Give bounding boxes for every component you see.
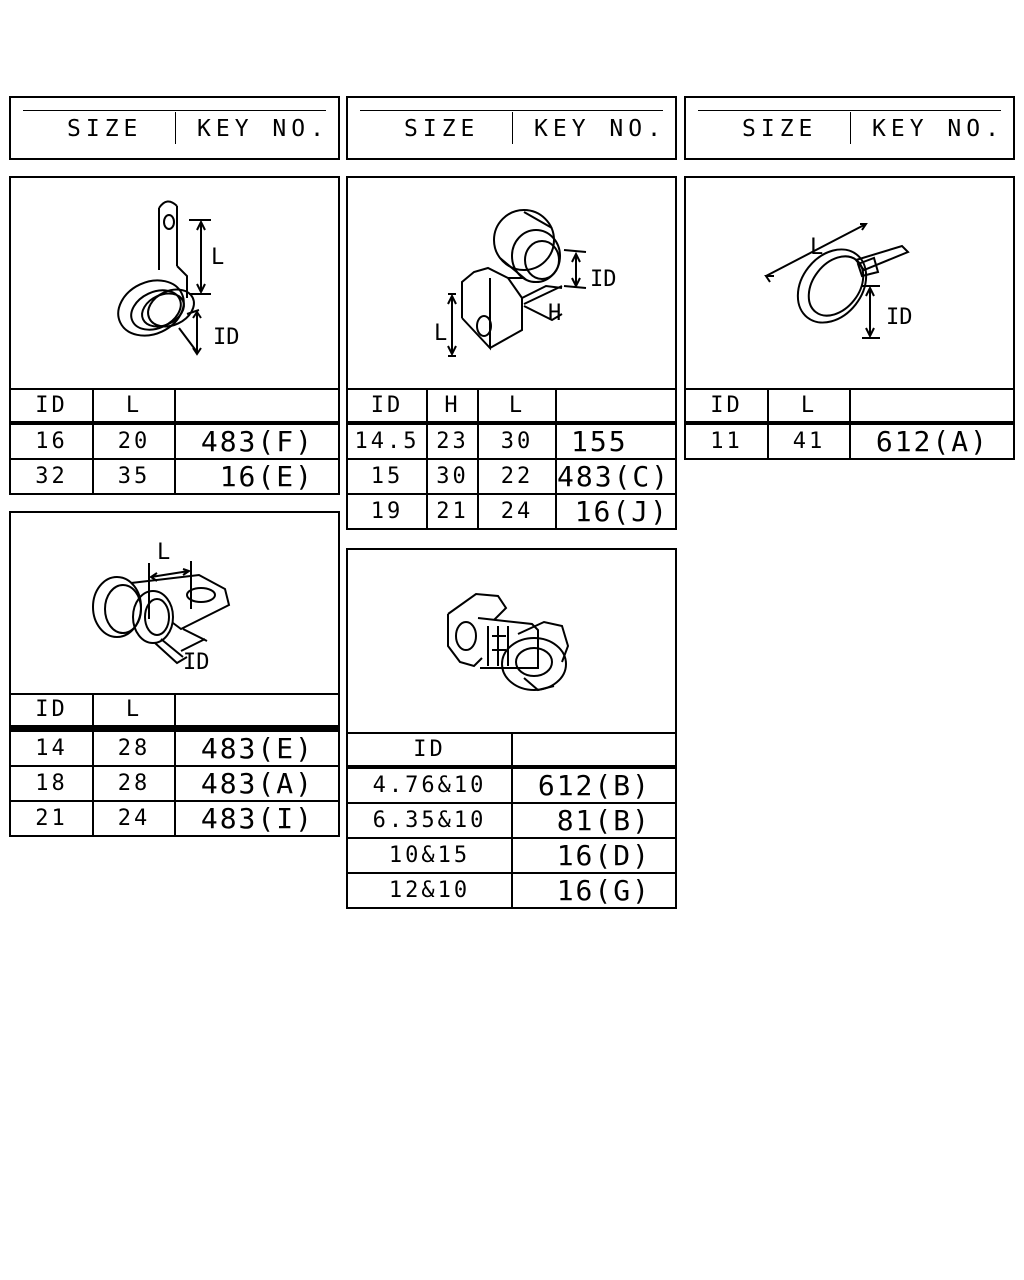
table-row: [10, 423, 339, 459]
size-header: SIZE: [67, 116, 143, 142]
cell-id: 16: [10, 423, 93, 459]
band-clamp-illustration: [686, 178, 1015, 390]
cell-id: 14: [10, 728, 93, 766]
cell-key-no: 612(A): [850, 423, 1014, 459]
col-l: L: [768, 389, 850, 423]
header-rule: [360, 110, 663, 111]
cell-key-no: 612(B): [512, 767, 676, 803]
col-l: L: [478, 389, 556, 423]
table-row: [685, 423, 1014, 459]
header-rule: [698, 110, 1001, 111]
label-l: L: [157, 540, 171, 565]
header-box-3: [684, 96, 1015, 160]
cell-key-no: 16(E): [175, 459, 339, 494]
cell-id: 15: [347, 459, 427, 494]
col-key: [512, 733, 676, 767]
cell-key-no: 16(D): [512, 838, 676, 873]
header-divider: [512, 112, 513, 144]
figure-band-clamp: [684, 176, 1015, 390]
col-key: [175, 694, 339, 728]
col-id: ID: [685, 389, 768, 423]
col-id: ID: [10, 694, 93, 728]
cell-l: 28: [93, 766, 175, 801]
cell-h: 21: [427, 494, 478, 529]
cell-l: 24: [93, 801, 175, 836]
table-row: [10, 459, 339, 494]
col-id: ID: [10, 389, 93, 423]
label-l: L: [810, 235, 824, 260]
cell-id: 14.5: [347, 423, 427, 459]
table-row: [10, 728, 339, 766]
table-band-clamp: [684, 388, 1015, 460]
double-clip-illustration: [348, 550, 677, 734]
col-key: [175, 389, 339, 423]
col-key: [556, 389, 676, 423]
table-header-row: [347, 389, 676, 423]
cell-l: 20: [93, 423, 175, 459]
cell-l: 35: [93, 459, 175, 494]
table-row: [10, 766, 339, 801]
col-l: L: [93, 694, 175, 728]
col-id: ID: [347, 389, 427, 423]
figure-offset-clamp: [346, 176, 677, 390]
cell-id: 21: [10, 801, 93, 836]
table-flat-tab-clamp: [9, 693, 340, 837]
label-id: ID: [886, 305, 913, 330]
label-l: L: [211, 245, 225, 270]
table-row: [347, 803, 676, 838]
table-row: [347, 873, 676, 908]
cell-id: 6.35&10: [347, 803, 512, 838]
header-box-1: [9, 96, 340, 160]
cell-l: 30: [478, 423, 556, 459]
cell-h: 30: [427, 459, 478, 494]
figure-p-clamp: [9, 176, 340, 390]
figure-flat-tab-clamp: [9, 511, 340, 695]
label-id: ID: [183, 650, 210, 675]
figure-double-clip: [346, 548, 677, 734]
cell-key-no: 16(G): [512, 873, 676, 908]
cell-id: 11: [685, 423, 768, 459]
header-divider: [175, 112, 176, 144]
header-box-2: [346, 96, 677, 160]
cell-key-no: 81(B): [512, 803, 676, 838]
cell-key-no: 483(A): [175, 766, 339, 801]
col-key: [850, 389, 1014, 423]
table-double-clip: [346, 732, 677, 909]
table-header-row: [10, 694, 339, 728]
col-h: H: [427, 389, 478, 423]
table-row: [347, 494, 676, 529]
table-p-clamp: [9, 388, 340, 495]
header-rule: [23, 110, 326, 111]
size-header: SIZE: [404, 116, 480, 142]
cell-key-no: 16(J): [556, 494, 676, 529]
cell-key-no: 483(C): [556, 459, 676, 494]
label-id: ID: [213, 325, 240, 350]
cell-key-no: 483(I): [175, 801, 339, 836]
label-h: H: [548, 301, 562, 326]
table-row: [347, 838, 676, 873]
table-row: [347, 459, 676, 494]
cell-id: 32: [10, 459, 93, 494]
label-l: L: [434, 321, 448, 346]
cell-h: 23: [427, 423, 478, 459]
table-row: [347, 423, 676, 459]
table-header-row: [685, 389, 1014, 423]
cell-l: 28: [93, 728, 175, 766]
cell-id: 12&10: [347, 873, 512, 908]
offset-clamp-illustration: [348, 178, 677, 390]
cell-id: 19: [347, 494, 427, 529]
table-offset-clamp: [346, 388, 677, 530]
cell-id: 10&15: [347, 838, 512, 873]
cell-id: 4.76&10: [347, 767, 512, 803]
cell-key-no: 483(E): [175, 728, 339, 766]
cell-l: 24: [478, 494, 556, 529]
key-no-header: KEY NO.: [534, 116, 666, 142]
p-clamp-illustration: [11, 178, 340, 390]
table-row: [347, 767, 676, 803]
label-id: ID: [590, 267, 617, 292]
col-l: L: [93, 389, 175, 423]
header-divider: [850, 112, 851, 144]
key-no-header: KEY NO.: [872, 116, 1004, 142]
cell-l: 41: [768, 423, 850, 459]
flat-tab-clamp-illustration: [11, 513, 340, 695]
cell-key-no: 483(F): [175, 423, 339, 459]
cell-l: 22: [478, 459, 556, 494]
size-header: SIZE: [742, 116, 818, 142]
table-header-row: [10, 389, 339, 423]
key-no-header: KEY NO.: [197, 116, 329, 142]
table-header-row: [347, 733, 676, 767]
col-id: ID: [347, 733, 512, 767]
cell-key-no: 155: [556, 423, 676, 459]
table-row: [10, 801, 339, 836]
cell-id: 18: [10, 766, 93, 801]
